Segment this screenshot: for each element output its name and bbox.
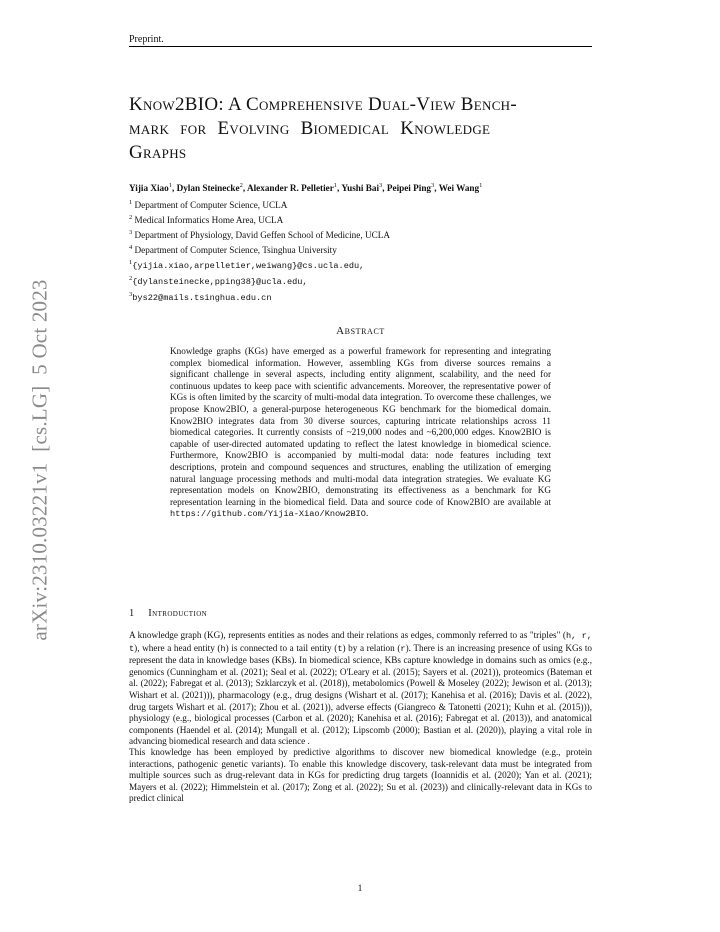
author-name: Alexander R. Pelletier (246, 183, 334, 194)
affiliation-number: 2 (129, 213, 133, 221)
author-name: Yijia Xiao (129, 183, 169, 194)
author-affiliation-mark: 2 (239, 182, 243, 189)
intro-text: ), where a head entity ( (134, 642, 221, 653)
repository-link[interactable]: https://github.com/Yijia-Xiao/Know2BIO (170, 509, 366, 520)
abstract-text (170, 346, 551, 521)
affiliation (129, 227, 599, 242)
author-name: Wei Wang (438, 183, 480, 194)
intro-text: ). There is an increasing presence of using KGs to represent the data in knowledge bases (KBs). In biomedical science, KBs capture knowledge in domains such as omics (e.g., genomics (Cunningham et al. (2021); Seal et al. (2022); O'Leary et al. (2015); Sayers et al. (2021)), proteomics (Bateman et al. (2022); Fabregat et al. (2013); Szklarczyk et al. (2018)), metabolomics (Powell & Moseley (2022); Jewison et al. (2013); Wishart et al. (2021))), pharmacology (e.g., drug designs (Wishart et al. (2017); Kanehisa et al. (2016); Davis et al. (2022), drug targets Wishart et al. (2017); Zhou et al. (2021)), adverse effects (Giangreco & Tatonetti (2021); Kuhn et al. (2015))), physiology (e.g., biological processes (Carbon et al. (2020); Kanehisa et al. (2016); Fabregat et al. (2013)), and anatomical components (Haendel et al. (2014); Mungall et al. (2012); Lipscomb (2000); Bastian et al. (2020)), playing a vital role in advancing biomedical research and data science . (129, 642, 592, 747)
author-affiliation-mark: 1 (333, 182, 338, 189)
head-symbol: h (220, 643, 226, 654)
author-affiliation-mark: 1 (168, 182, 172, 189)
title-line: Know2BIO: A Comprehensive Dual-View Bench- (129, 94, 517, 115)
affiliation-number: 3 (129, 228, 133, 236)
arxiv-identifier: arXiv:2310.03221v1 [cs.LG] 5 Oct 2023 (27, 279, 52, 641)
tail-symbol: t (337, 643, 343, 654)
abstract-end: . (365, 508, 369, 519)
affiliation-text: Department of Physiology, David Geffen School of Medicine, UCLA (134, 230, 390, 240)
abstract-heading: Abstract (336, 325, 385, 337)
triple-notation: h, r, t (129, 631, 592, 654)
author-name: Yushi Bai (341, 183, 380, 194)
affiliation (129, 242, 599, 257)
author-affiliation-mark: 3 (431, 182, 435, 189)
author-name: Peipei Ping (386, 183, 432, 194)
paper-title (129, 93, 594, 165)
affiliation-list (129, 197, 599, 305)
relation-symbol: r (400, 643, 406, 654)
email-line (129, 289, 599, 305)
email-number: 2 (129, 274, 133, 282)
intro-text: ) by a relation ( (342, 642, 401, 653)
affiliation-number: 1 (129, 199, 133, 206)
affiliation (129, 197, 599, 212)
page-number: 1 (357, 884, 363, 894)
section-number: 1 (129, 608, 135, 619)
author-affiliation-mark: 1 (479, 182, 483, 189)
email-address[interactable]: {yijia.xiao,arpelletier,weiwang}@cs.ucla.edu, (132, 260, 365, 271)
author-name: Dylan Steinecke (176, 183, 240, 194)
title-line: mark for Evolving Biomedical Knowledge (129, 118, 491, 139)
author-list: Yijia Xiao$^1$, Dylan Steinecke$^2$, Alexander R. Pelletier$^1$, Yushi Bai$^3$, Peipei Ping$^3$, Wei Wang$^1$ (129, 182, 483, 194)
intro-paragraph (129, 630, 592, 748)
affiliation-number: 4 (129, 243, 133, 251)
intro-text: ) is connected to a tail entity ( (225, 642, 338, 653)
email-line (129, 257, 599, 273)
intro-text: A knowledge graph (KG), represents entities as nodes and their relations as edges, commonly referred to as "triples" ( (129, 630, 566, 640)
section-title: Introduction (148, 608, 208, 619)
header-rule (129, 46, 592, 47)
running-header: Preprint. (129, 34, 164, 45)
affiliation-text: Department of Computer Science, Tsinghua University (134, 244, 337, 255)
email-line (129, 273, 599, 289)
email-number: 3 (129, 290, 133, 298)
email-address[interactable]: bys22@mails.tsinghua.edu.cn (132, 292, 272, 303)
affiliation-text: Medical Informatics Home Area, UCLA (134, 215, 284, 226)
author-affiliation-mark: 3 (379, 182, 383, 189)
affiliation-text: Department of Computer Science, UCLA (134, 200, 288, 211)
title-line: Graphs (129, 142, 187, 163)
email-address[interactable]: {dylansteinecke,pping38}@ucla.edu, (132, 276, 308, 287)
email-number: 1 (129, 258, 133, 266)
affiliation (129, 212, 599, 227)
section-heading-introduction (129, 608, 207, 619)
intro-paragraph: This knowledge has been employed by predictive algorithms to discover new biomedical knowledge (e.g., protein interactions, pathogenic genetic variants). To enable this knowledge discovery, task-relevant data must be integrated from multiple sources such as drug-relevant data in KGs for predicting drug targets (Ioannidis et al. (2020); Yan et al. (2021); Mayers et al. (2022); Himmelstein et al. (2017); Zong et al. (2022); Su et al. (2023)) and clinically-relevant data in KGs to predict clinical (129, 747, 592, 804)
abstract-body-text: Knowledge graphs (KGs) have emerged as a powerful framework for representing and integrating complex biomedical information. However, assembling KGs from diverse sources remains a significant challenge in several aspects, including entity alignment, scalability, and the need for continuous updates to keep pace with scientific advancements. Moreover, the representative power of KGs is often limited by the scarcity of multi-modal data integration. To overcome these challenges, we propose Know2BIO, a general-purpose heterogeneous KG benchmark for the biomedical domain. Know2BIO integrates data from 30 diverse sources, capturing intricate relationships across 11 biomedical categories. It currently consists of ~219,000 nodes and ~6,200,000 edges. Know2BIO is capable of user-directed automated updating to reflect the latest knowledge in biomedical science. Furthermore, Know2BIO is accompanied by multi-modal data: node features including text descriptions, protein and compound sequences and structures, enabling the utilization of emerging natural language processing methods and multi-modal data integration strategies. We evaluate KG representation models on Know2BIO, demonstrating its effectiveness as a benchmark for KG representation learning in the biomedical field. Data and source code of Know2BIO are available at (170, 346, 551, 507)
